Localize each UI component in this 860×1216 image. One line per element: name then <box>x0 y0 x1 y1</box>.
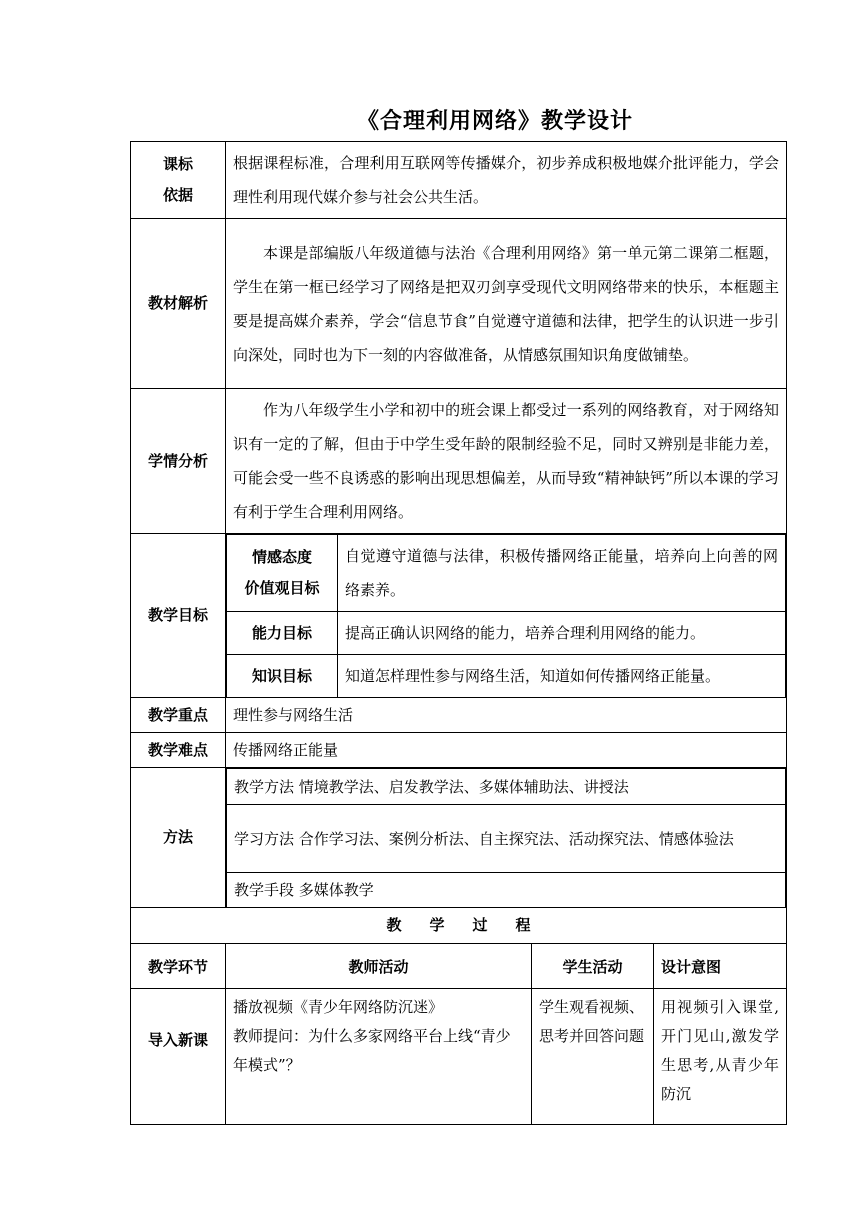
header-teacher: 教师活动 <box>226 944 532 989</box>
process-header-row <box>131 944 787 989</box>
label-zhongdian: 教学重点 <box>131 698 226 733</box>
document-title: 《合理利用网络》教学设计 <box>356 109 633 134</box>
method-item: 学习方法 合作学习法、案例分析法、自主探究法、活动探究法、情感体验法 <box>227 805 786 873</box>
row-jiaocai <box>131 219 787 389</box>
method-item: 教学方法 情境教学法、启发教学法、多媒体辅助法、讲授法 <box>227 769 786 805</box>
lesson-plan-table <box>130 141 787 1125</box>
text-kebiao: 根据课程标准，合理利用互联网等传播媒介，初步养成积极地媒介批评能力，学会理性利用现代媒介参与社会公共生活。 <box>226 142 787 219</box>
label-jiaocai: 教材解析 <box>131 219 226 389</box>
process-title: 教学过程 <box>131 908 787 944</box>
process-intent: 用视频引入课堂,开门见山,激发学生思考,从青少年防沉 <box>654 989 787 1125</box>
process-teacher <box>226 989 532 1125</box>
text-jiaocai: 本课是部编版八年级道德与法治《合理利用网络》第一单元第二课第二框题，学生在第一框已经学习了网络是把双刃剑享受现代文明网络带来的快乐，本框题主要是提高媒介素养，学会“信息节食”自觉遵守道德和法律，把学生的认识进一步引向深处，同时也为下一刻的内容做准备，从情感氛围知识角度做铺垫。 <box>226 219 787 389</box>
goals-table <box>226 534 786 697</box>
goal-label-line1: 情感态度 <box>251 548 312 566</box>
teacher-line: 播放视频《青少年网络防沉迷》 <box>233 998 444 1016</box>
label-kebiao <box>131 142 226 219</box>
goal-label: 知识目标 <box>227 655 338 698</box>
row-fangfa <box>131 768 787 908</box>
methods-table <box>226 768 786 907</box>
goal-label: 能力目标 <box>227 612 338 655</box>
header-stage: 教学环节 <box>131 944 226 989</box>
label-mubiao: 教学目标 <box>131 534 226 698</box>
goal-text: 自觉遵守道德与法律，积极传播网络正能量，培养向上向善的网络素养。 <box>338 535 786 612</box>
label-fangfa: 方法 <box>131 768 226 908</box>
process-row <box>131 989 787 1125</box>
goal-row <box>227 612 786 655</box>
process-stage: 导入新课 <box>131 989 226 1125</box>
label-kebiao-line2: 依据 <box>162 186 193 204</box>
label-nandian: 教学难点 <box>131 733 226 768</box>
goal-row <box>227 655 786 698</box>
process-student: 学生观看视频、思考并回答问题 <box>532 989 654 1125</box>
teacher-line: 教师提问：为什么多家网络平台上线“青少年模式”？ <box>233 1027 511 1074</box>
label-kebiao-line1: 课标 <box>162 155 193 173</box>
row-xueqing <box>131 389 787 534</box>
goals-cell <box>226 534 787 698</box>
goal-label-line2: 价值观目标 <box>244 579 320 597</box>
row-process-title <box>131 908 787 944</box>
text-zhongdian: 理性参与网络生活 <box>226 698 787 733</box>
header-student: 学生活动 <box>532 944 654 989</box>
goal-text: 提高正确认识网络的能力，培养合理利用网络的能力。 <box>338 612 786 655</box>
row-nandian <box>131 733 787 768</box>
text-xueqing: 作为八年级学生小学和初中的班会课上都受过一系列的网络教育，对于网络知识有一定的了解，但由于中学生受年龄的限制经验不足，同时又辨别是非能力差，可能会受一些不良诱惑的影响出现思想偏差，从而导致“精神缺钙”所以本课的学习有利于学生合理利用网络。 <box>226 389 787 534</box>
row-mubiao <box>131 534 787 698</box>
text-nandian: 传播网络正能量 <box>226 733 787 768</box>
methods-cell <box>226 768 787 908</box>
header-intent: 设计意图 <box>654 944 787 989</box>
label-xueqing: 学情分析 <box>131 389 226 534</box>
method-item: 教学手段 多媒体教学 <box>227 873 786 908</box>
row-kebiao <box>131 142 787 219</box>
goal-text: 知道怎样理性参与网络生活，知道如何传播网络正能量。 <box>338 655 786 698</box>
goal-label <box>227 535 338 612</box>
goal-row <box>227 535 786 612</box>
row-zhongdian <box>131 698 787 733</box>
